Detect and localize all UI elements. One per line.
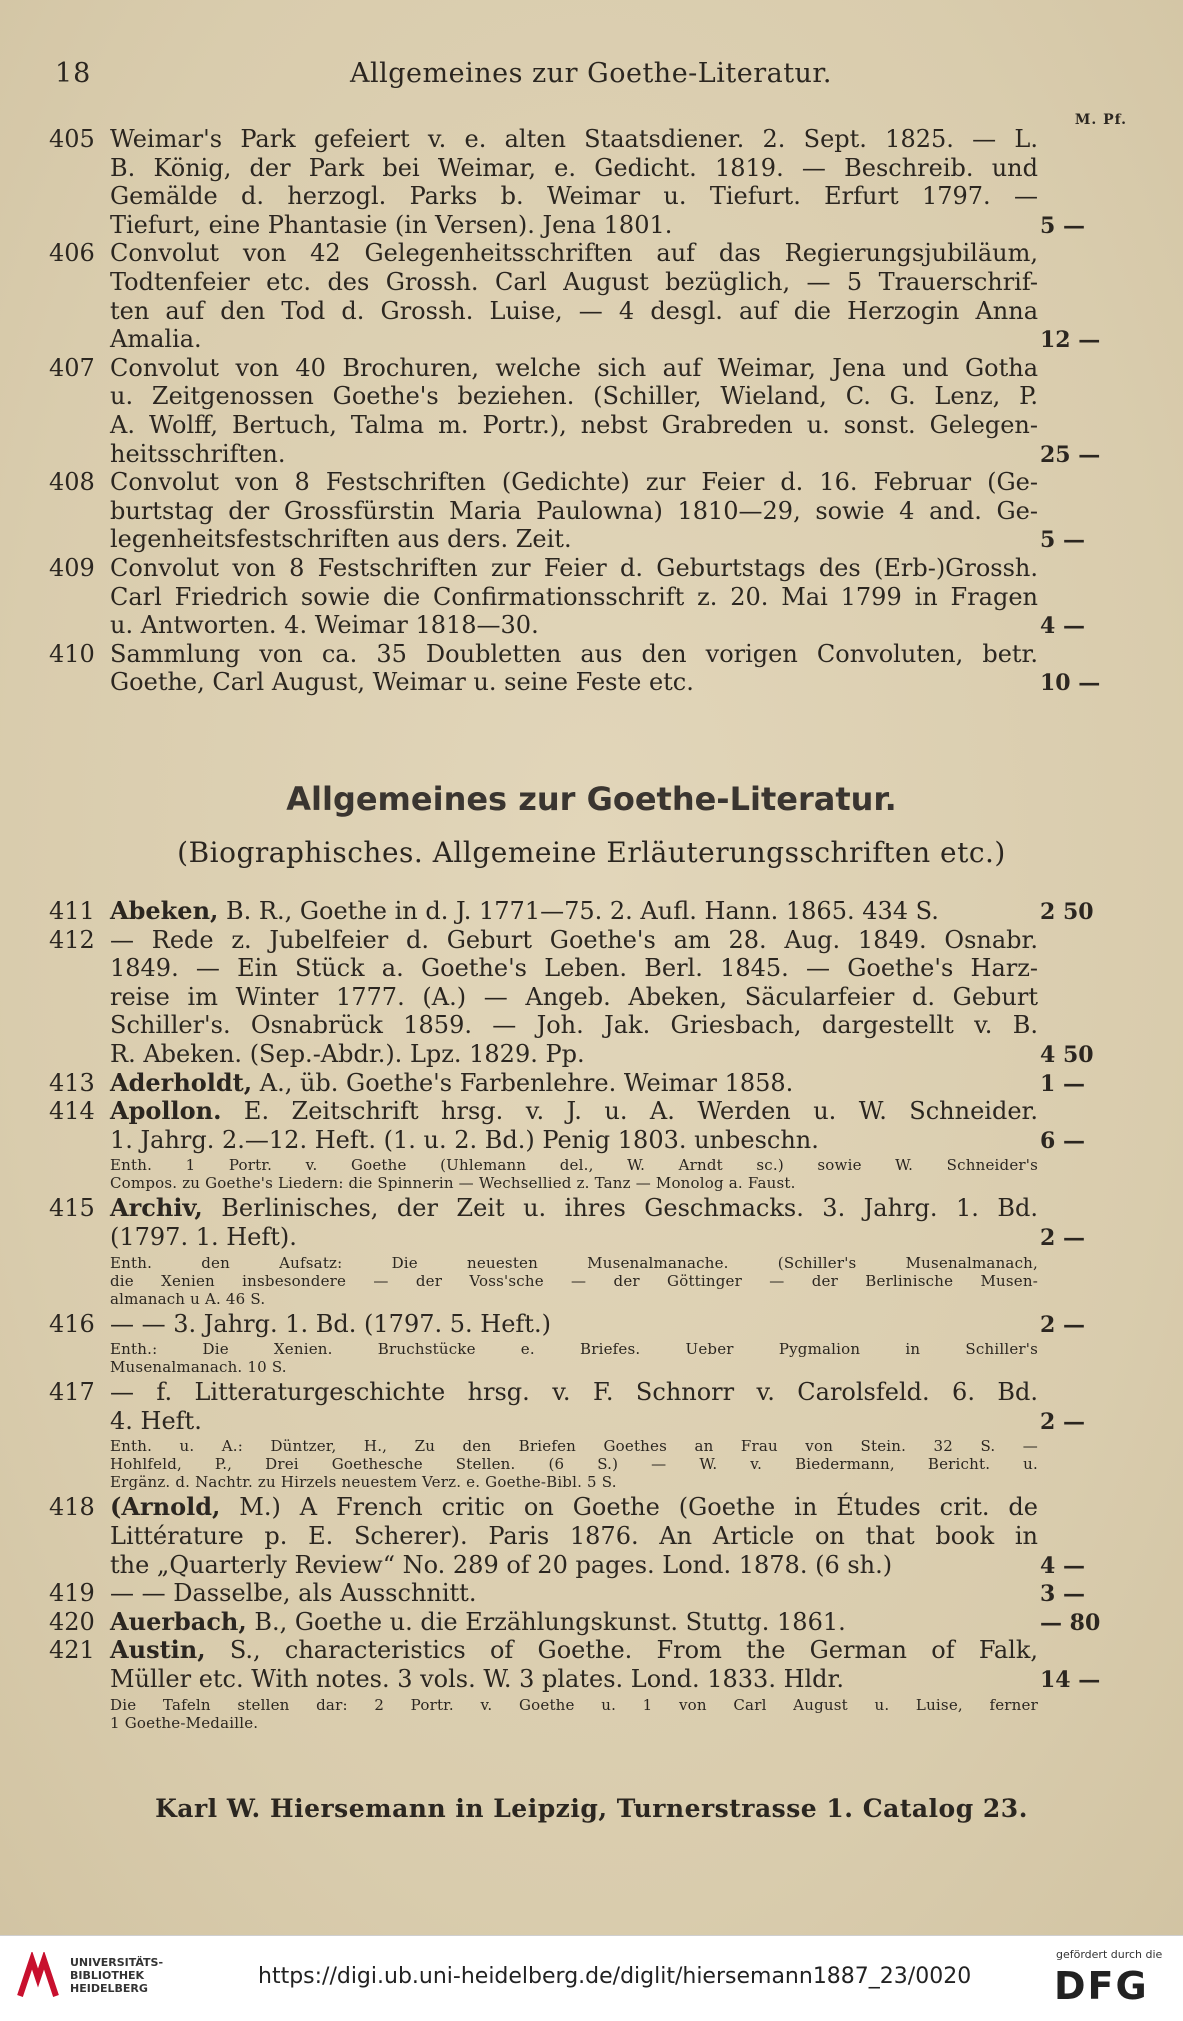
entry-number: 410 — [49, 639, 95, 668]
entry-text-line: Sammlung von ca. 35 Doubletten aus den vorigen Convoluten, betr. — [110, 639, 1038, 668]
university-library-logo-icon[interactable] — [12, 1952, 64, 2004]
catalog-footer: Karl W. Hiersemann in Leipzig, Turnerstrasse 1. Catalog 23. — [155, 1794, 1028, 1823]
entry-text-line: Convolut von 40 Brochuren, welche sich auf Weimar, Jena und Gotha — [110, 353, 1038, 382]
entry-number: 414 — [49, 1097, 95, 1126]
entry-number: 418 — [49, 1493, 95, 1522]
entry-note: Hohlfeld, P., Drei Goethesche Stellen. (6 S.) — W. v. Biedermann, Bericht. u. — [110, 1455, 1038, 1474]
entry-text-line: — Rede z. Jubelfeier d. Geburt Goethe's am 28. Aug. 1849. Osnabr. — [110, 925, 1038, 954]
entry-price: — 80 — [1040, 1609, 1101, 1636]
entry-number: 415 — [49, 1194, 95, 1223]
entry-text-line: Austin, S., characteristics of Goethe. From the German of Falk, — [110, 1635, 1038, 1665]
entry-text-line: Weimar's Park gefeiert v. e. alten Staatsdiener. 2. Sept. 1825. — L. — [110, 125, 1038, 153]
entry-note: Compos. zu Goethe's Liedern: die Spinnerin — Wechsellied z. Tanz — Monolog a. Faust. — [110, 1174, 796, 1193]
running-title: Allgemeines zur Goethe-Literatur. — [350, 58, 832, 89]
entry-note: 1 Goethe-Medaille. — [110, 1713, 259, 1732]
entry-price: 5 — — [1040, 212, 1085, 239]
entry-text-line: Aderholdt, A., üb. Goethe's Farbenlehre. Weimar 1858. — [110, 1067, 794, 1097]
entry-text-line: Carl Friedrich sowie die Confirmationsschrift z. 20. Mai 1799 in Fragen — [110, 582, 1038, 611]
entry-text-line: B. König, der Park bei Weimar, e. Gedicht. 1819. — Beschreib. und — [110, 153, 1038, 182]
entry-text-line: Littérature p. E. Scherer). Paris 1876. An Article on that book in — [110, 1521, 1038, 1550]
entry-note: Enth.: Die Xenien. Bruchstücke e. Briefes. Ueber Pygmalion in Schiller's — [110, 1340, 1038, 1359]
entry-number: 417 — [49, 1378, 95, 1407]
entry-note: almanach u A. 46 S. — [110, 1289, 266, 1308]
entry-note: Enth. u. A.: Düntzer, H., Zu den Briefen Goethes an Frau von Stein. 32 S. — — [110, 1437, 1038, 1456]
page-number: 18 — [55, 58, 92, 89]
entry-text-line: reise im Winter 1777. (A.) — Angeb. Abeken, Säcularfeier d. Geburt — [110, 982, 1038, 1011]
entry-text-line: heitsschriften. — [110, 439, 286, 468]
section-title: Allgemeines zur Goethe-Literatur. — [286, 780, 897, 818]
entry-number: 421 — [49, 1636, 95, 1665]
entry-text-line: the „Quarterly Review“ No. 289 of 20 pages. Lond. 1878. (6 sh.) — [110, 1550, 893, 1579]
entry-price: 2 — — [1040, 1408, 1085, 1435]
entry-number: 420 — [49, 1607, 95, 1636]
entry-text-line: A. Wolff, Bertuch, Talma m. Portr.), nebst Grabreden u. sonst. Gelegen- — [110, 410, 1038, 439]
entry-text-line: (Arnold, M.) A French critic on Goethe (Goethe in Études crit. de — [110, 1492, 1038, 1522]
entry-note: Enth. 1 Portr. v. Goethe (Uhlemann del., W. Arndt sc.) sowie W. Schneider's — [110, 1156, 1038, 1175]
entry-price: 2 — — [1040, 1311, 1085, 1338]
dfg-logo[interactable]: DFG — [1054, 1964, 1149, 2008]
entry-note: Ergänz. d. Nachtr. zu Hirzels neuestem Verz. e. Goethe-Bibl. 5 S. — [110, 1473, 617, 1492]
entry-text-line: Abeken, B. R., Goethe in d. J. 1771—75. 2. Aufl. Hann. 1865. 434 S. — [110, 896, 939, 925]
entry-text-line: Archiv, Berlinisches, der Zeit u. ihres Geschmacks. 3. Jahrg. 1. Bd. — [110, 1193, 1038, 1223]
entry-price: 4 — — [1040, 613, 1085, 640]
entry-author: Aderholdt, — [110, 1067, 253, 1097]
entry-price: 2 — — [1040, 1224, 1085, 1251]
entry-price: 6 — — [1040, 1127, 1085, 1154]
entry-author: Archiv, — [110, 1193, 203, 1223]
entry-number: 413 — [49, 1068, 95, 1097]
entry-note: Musenalmanach. 10 S. — [110, 1358, 287, 1377]
entry-number: 409 — [49, 554, 95, 582]
entry-text-line: Todtenfeier etc. des Grossh. Carl August bezüglich, — 5 Trauerschrif- — [110, 267, 1038, 296]
running-head — [0, 58, 1183, 98]
page-url-link[interactable]: https://digi.ub.uni-heidelberg.de/diglit/hiersemann1887_23/0020 — [258, 1964, 972, 1989]
entry-text-line: burtstag der Grossfürstin Maria Paulowna) 1810—29, sowie 4 and. Ge- — [110, 496, 1038, 525]
entry-text-line: 1849. — Ein Stück a. Goethe's Leben. Berl. 1845. — Goethe's Harz- — [110, 954, 1038, 983]
entry-number: 411 — [49, 897, 95, 925]
entry-price: 4 — — [1040, 1552, 1085, 1579]
entry-text-line: 4. Heft. — [110, 1406, 202, 1435]
entry-text-line: Convolut von 42 Gelegenheitsschriften auf das Regierungsjubiläum, — [110, 239, 1038, 268]
section-subtitle: (Biographisches. Allgemeine Erläuterungsschriften etc.) — [177, 836, 1006, 869]
entry-text-line: Müller etc. With notes. 3 vols. W. 3 plates. Lond. 1833. Hldr. — [110, 1664, 845, 1693]
entry-text-line: Convolut von 8 Festschriften zur Feier d. Geburtstags des (Erb-)Grossh. — [110, 554, 1038, 582]
entry-price: 3 — — [1040, 1581, 1085, 1608]
entry-price: 12 — — [1040, 327, 1101, 354]
entry-text-line: u. Antworten. 4. Weimar 1818—30. — [110, 611, 539, 640]
entry-note: Die Tafeln stellen dar: 2 Portr. v. Goethe u. 1 von Carl August u. Luise, ferner — [110, 1695, 1038, 1714]
entry-author: (Arnold, — [110, 1492, 221, 1522]
entry-number: 407 — [49, 353, 95, 382]
entry-text-line: (1797. 1. Heft). — [110, 1222, 297, 1251]
entry-author: Abeken, — [110, 896, 219, 925]
currency-header: M. Pf. — [1074, 112, 1127, 128]
entry-number: 408 — [49, 468, 95, 497]
entry-author: Auerbach, — [110, 1606, 247, 1636]
entry-text-line: Convolut von 8 Festschriften (Gedichte) zur Feier d. 16. Februar (Ge- — [110, 468, 1038, 497]
entry-text-line: ten auf den Tod d. Grossh. Luise, — 4 desgl. auf die Herzogin Anna — [110, 296, 1038, 325]
entry-text-line: Goethe, Carl August, Weimar u. seine Feste etc. — [110, 668, 694, 697]
entry-text-line: legenheitsfestschriften aus ders. Zeit. — [110, 525, 572, 554]
entry-price: 2 50 — [1040, 899, 1094, 925]
entry-text-line: — f. Litteraturgeschichte hrsg. v. F. Schnorr v. Carolsfeld. 6. Bd. — [110, 1378, 1038, 1407]
entry-number: 412 — [49, 925, 95, 954]
entry-price: 14 — — [1040, 1666, 1101, 1693]
entry-number: 416 — [49, 1309, 95, 1338]
entry-price: 5 — — [1040, 527, 1085, 554]
entry-number: 419 — [49, 1579, 95, 1608]
entry-author: Austin, — [110, 1635, 206, 1665]
entry-text-line: Auerbach, B., Goethe u. die Erzählungskunst. Stuttg. 1861. — [110, 1606, 846, 1636]
entry-text-line: — — 3. Jahrg. 1. Bd. (1797. 5. Heft.) — [110, 1309, 551, 1338]
entry-author: Apollon. — [110, 1096, 222, 1126]
entry-number: 405 — [49, 125, 95, 153]
entry-note: Enth. den Aufsatz: Die neuesten Musenalmanache. (Schiller's Musenalmanach, — [110, 1253, 1038, 1272]
entry-text-line: Amalia. — [110, 325, 202, 354]
entry-price: 1 — — [1040, 1070, 1085, 1097]
entry-text-line: Tiefurt, eine Phantasie (in Versen). Jena 1801. — [110, 210, 673, 239]
entry-text-line: — — Dasselbe, als Ausschnitt. — [110, 1579, 477, 1608]
viewer-bar — [0, 1935, 1183, 2021]
entry-price: 4 50 — [1040, 1041, 1094, 1068]
entry-number: 406 — [49, 239, 95, 268]
entry-text-line: Apollon. E. Zeitschrift hrsg. v. J. u. A. Werden u. W. Schneider. — [110, 1096, 1038, 1126]
entry-text-line: R. Abeken. (Sep.-Abdr.). Lpz. 1829. Pp. — [110, 1039, 585, 1068]
entry-text-line: 1. Jahrg. 2.—12. Heft. (1. u. 2. Bd.) Penig 1803. unbeschn. — [110, 1125, 819, 1154]
entry-text-line: Schiller's. Osnabrück 1859. — Joh. Jak. Griesbach, dargestellt v. B. — [110, 1011, 1038, 1040]
entry-note: die Xenien insbesondere — der Voss'sche — der Göttinger — der Berlinische Musen- — [110, 1271, 1038, 1290]
entry-text-line: Gemälde d. herzogl. Parks b. Weimar u. Tiefurt. Erfurt 1797. — — [110, 182, 1038, 211]
library-logo-text: UNIVERSITÄTS- BIBLIOTHEK HEIDELBERG — [70, 1956, 164, 1995]
entry-text-line: u. Zeitgenossen Goethe's beziehen. (Schiller, Wieland, C. G. Lenz, P. — [110, 382, 1038, 411]
entry-price: 25 — — [1040, 441, 1101, 468]
funder-caption: gefördert durch die — [1056, 1948, 1163, 1961]
entry-price: 10 — — [1040, 670, 1101, 697]
